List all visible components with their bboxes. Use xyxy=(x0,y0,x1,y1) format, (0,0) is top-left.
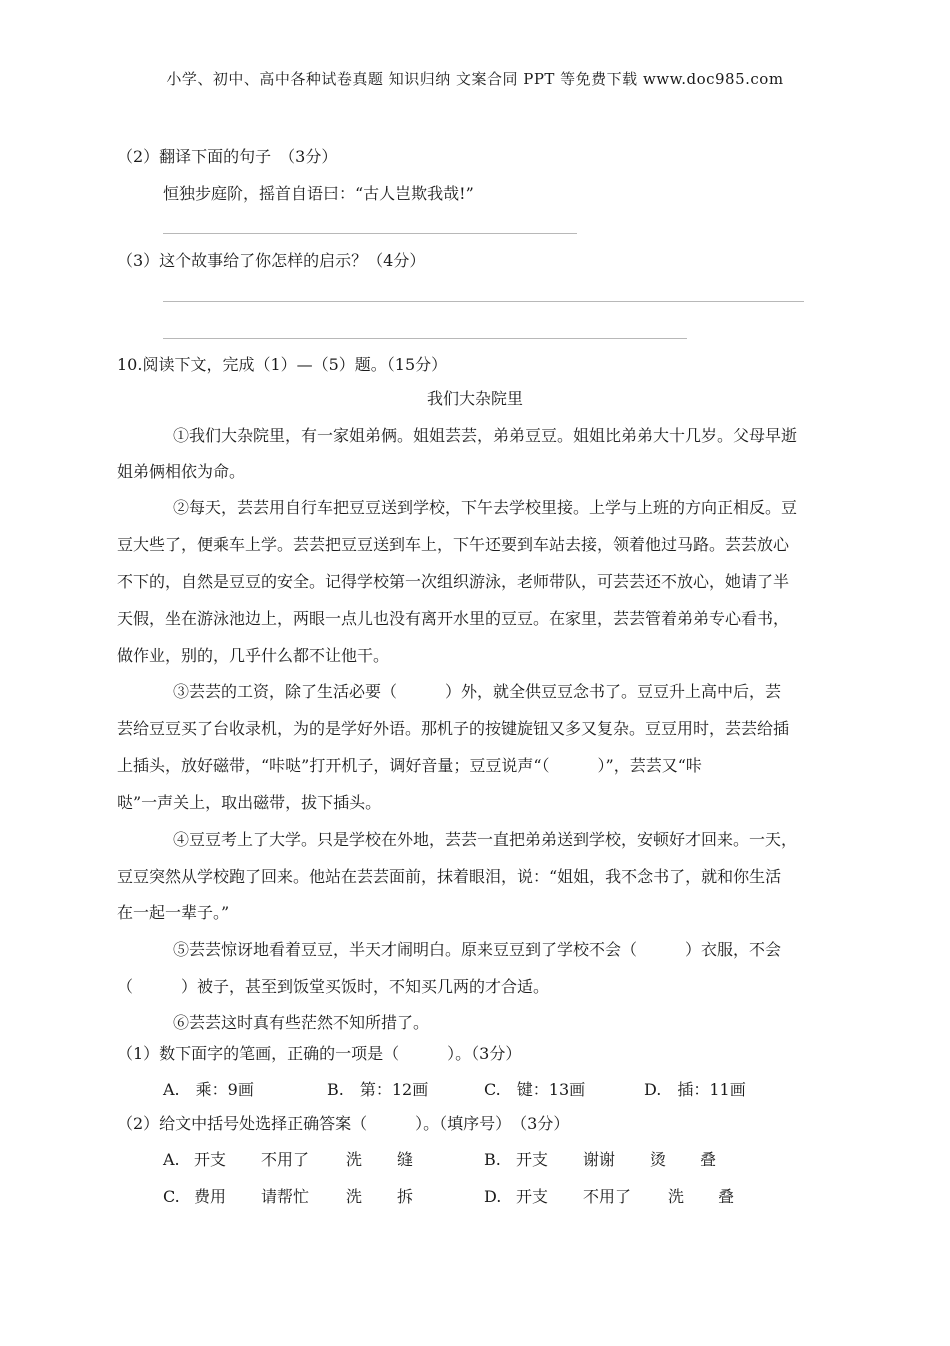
option-word: 洗 xyxy=(346,1187,363,1206)
option-word: 洗 xyxy=(668,1187,685,1206)
option-b[interactable]: B. 第：12画 xyxy=(327,1080,429,1099)
passage-line: 豆大些了，便乘车上学。芸芸把豆豆送到车上，下午还要到车站去接，领着他过马路。芸芸放心 xyxy=(117,535,790,554)
option-a[interactable]: A. 乘：9画 xyxy=(163,1080,254,1099)
passage-line: ①我们大杂院里，有一家姐弟俩。姐姐芸芸，弟弟豆豆。姐姐比弟弟大十几岁。父母早逝 xyxy=(173,426,798,445)
passage-line: 不下的，自然是豆豆的安全。记得学校第一次组织游泳，老师带队，可芸芸还不放心，她请了半 xyxy=(117,572,790,591)
passage-line: 在一起一辈子。” xyxy=(117,903,230,922)
option-word: 不用了 xyxy=(583,1187,632,1206)
passage-line: 上插头，放好磁带，“咔哒”打开机子，调好音量；豆豆说声“（ ）”，芸芸又“咔 xyxy=(117,756,702,775)
option-word: 费用 xyxy=(194,1187,227,1206)
option-word: 请帮忙 xyxy=(261,1187,310,1206)
option-word: 开支 xyxy=(194,1150,227,1169)
q2-sentence: 恒独步庭阶，摇首自语曰：“古人岂欺我哉!” xyxy=(163,184,474,203)
q10-prompt: 10.阅读下文，完成（1）—（5）题。（15分） xyxy=(117,355,448,374)
passage-line: （ ）被子，甚至到饭堂买饭时，不知买几两的才合适。 xyxy=(117,977,550,996)
passage-line: 天假，坐在游泳池边上，两眼一点儿也没有离开水里的豆豆。在家里，芸芸管着弟弟专心看书， xyxy=(117,609,790,628)
option-c[interactable]: C. 键：13画 xyxy=(484,1080,586,1099)
option-word: 洗 xyxy=(346,1150,363,1169)
option-word: 拆 xyxy=(397,1187,414,1206)
passage-line: 做作业，别的，几乎什么都不让他干。 xyxy=(117,646,390,665)
option-word: 缝 xyxy=(397,1150,414,1169)
option-letter[interactable]: D. xyxy=(484,1187,502,1206)
passage-line: 豆豆突然从学校跑了回来。他站在芸芸面前，抹着眼泪，说：“姐姐，我不念书了，就和你生活 xyxy=(117,867,782,886)
q3-prompt: （3）这个故事给了你怎样的启示？（4分） xyxy=(117,251,426,270)
option-word: 开支 xyxy=(516,1150,549,1169)
q2-prompt: （2）翻译下面的句子 （3分） xyxy=(117,147,338,166)
option-d[interactable]: D. 插：11画 xyxy=(644,1080,746,1099)
sub2-prompt: （2）给文中括号处选择正确答案（ ）。（填序号） （3分） xyxy=(117,1114,570,1133)
option-word: 叠 xyxy=(700,1150,717,1169)
passage-title: 我们大杂院里 xyxy=(426,389,523,408)
q3-answer-line-1[interactable] xyxy=(163,301,804,302)
option-word: 开支 xyxy=(516,1187,549,1206)
option-word: 烫 xyxy=(650,1150,667,1169)
option-letter[interactable]: B. xyxy=(484,1150,501,1169)
passage-line: 哒”一声关上，取出磁带，拔下插头。 xyxy=(117,793,382,812)
q2-answer-line[interactable] xyxy=(163,233,577,234)
passage-line: ④豆豆考上了大学。只是学校在外地，芸芸一直把弟弟送到学校，安顿好才回来。一天， xyxy=(173,830,798,849)
passage-line: ③芸芸的工资，除了生活必要（ ）外，就全供豆豆念书了。豆豆升上高中后，芸 xyxy=(173,682,782,701)
option-word: 不用了 xyxy=(261,1150,310,1169)
option-word: 叠 xyxy=(718,1187,735,1206)
option-letter[interactable]: C. xyxy=(163,1187,180,1206)
option-letter[interactable]: A. xyxy=(163,1150,180,1169)
page-header: 小学、初中、高中各种试卷真题 知识归纳 文案合同 PPT 等免费下载 www.doc985.com xyxy=(166,70,784,88)
passage-line: ②每天，芸芸用自行车把豆豆送到学校，下午去学校里接。上学与上班的方向正相反。豆 xyxy=(173,498,798,517)
sub1-prompt: （1）数下面字的笔画，正确的一项是（ ）。（3分） xyxy=(117,1044,522,1063)
passage-line: ⑤芸芸惊讶地看着豆豆，半天才闹明白。原来豆豆到了学校不会（ ）衣服，不会 xyxy=(173,940,782,959)
passage-line: 姐弟俩相依为命。 xyxy=(117,462,246,481)
option-word: 谢谢 xyxy=(583,1150,616,1169)
passage-line: ⑥芸芸这时真有些茫然不知所措了。 xyxy=(173,1013,430,1032)
passage-line: 芸给豆豆买了台收录机，为的是学好外语。那机子的按键旋钮又多又复杂。豆豆用时，芸芸给插 xyxy=(117,719,790,738)
q3-answer-line-2[interactable] xyxy=(163,338,687,339)
